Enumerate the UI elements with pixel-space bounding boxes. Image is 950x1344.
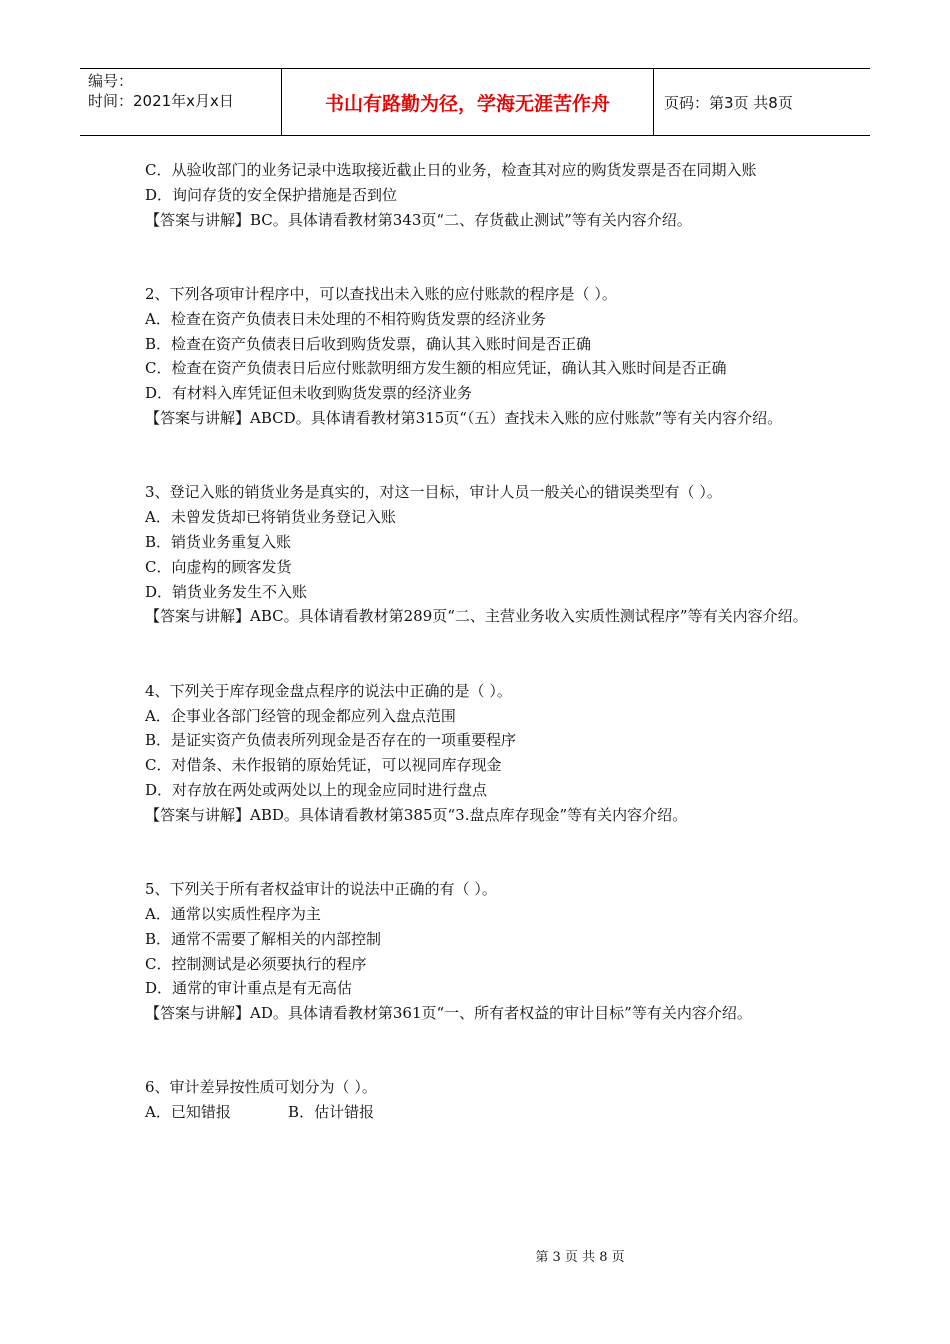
option-line: A．通常以实质性程序为主 <box>145 904 321 923</box>
question-block <box>145 158 815 232</box>
answer-line: 【答案与讲解】ABCD。具体请看教材第315页“（五）查找未入账的应付账款”等有关内容介绍。 <box>145 408 783 427</box>
answer-line: 【答案与讲解】BC。具体请看教材第343页“二、存货截止测试”等有关内容介绍。 <box>145 210 692 229</box>
question-block <box>145 877 815 1026</box>
question-block <box>145 480 815 629</box>
question-line: 3、登记入账的销货业务是真实的，对这一目标，审计人员一般关心的错误类型有（ ）。 <box>145 483 722 502</box>
number-label: 编号： <box>88 72 134 90</box>
option-line: D．询问存货的安全保护措施是否到位 <box>145 185 398 204</box>
option-line: D．销货业务发生不入账 <box>145 582 308 601</box>
question-block <box>145 282 815 431</box>
time-label: 时间：2021年x月x日 <box>88 92 234 110</box>
option-line: C．向虚构的顾客发货 <box>145 557 292 576</box>
option-line: A．检查在资产负债表日未处理的不相符购货发票的经济业务 <box>145 309 546 328</box>
option-line: D．有材料入库凭证但未收到购货发票的经济业务 <box>145 384 473 403</box>
option-line: A．企事业各部门经管的现金都应列入盘点范围 <box>145 706 456 725</box>
option-line: B．通常不需要了解相关的内部控制 <box>145 929 382 948</box>
question-line: 4、下列关于库存现金盘点程序的说法中正确的是（ ）。 <box>145 681 512 700</box>
option-line: A．未曾发货却已将销货业务登记入账 <box>145 508 396 527</box>
option-line: C．检查在资产负债表日后应付账款明细方发生额的相应凭证，确认其入账时间是否正确 <box>145 359 727 378</box>
header-page-info: 页码：第3页 共8页 <box>664 93 793 112</box>
option-line: B．是证实资产负债表所列现金是否存在的一项重要程序 <box>145 731 517 750</box>
question-line: 5、下列关于所有者权益审计的说法中正确的有（ ）。 <box>145 880 497 899</box>
header-meta <box>80 69 282 135</box>
answer-line: 【答案与讲解】AD。具体请看教材第361页“一、所有者权益的审计目标”等有关内容介绍。 <box>145 1004 752 1023</box>
option-line: A．已知错报 B．估计错报 <box>145 1103 375 1122</box>
question-line: 2、下列各项审计程序中，可以查找出未入账的应付账款的程序是（ ）。 <box>145 284 617 303</box>
option-line: D．通常的审计重点是有无高估 <box>145 979 353 998</box>
page-footer: 第 3 页 共 8 页 <box>535 1250 625 1265</box>
option-line: D．对存放在两处或两处以上的现金应同时进行盘点 <box>145 780 488 799</box>
question-block <box>145 679 815 828</box>
header-motto: 书山有路勤为径，学海无涯苦作舟 <box>282 69 654 135</box>
document-body <box>145 158 815 1125</box>
page-header <box>80 68 870 136</box>
option-line: C．从验收部门的业务记录中选取接近截止日的业务，检查其对应的购货发票是否在同期入账 <box>145 161 757 179</box>
option-line: C．对借条、未作报销的原始凭证，可以视同库存现金 <box>145 756 502 775</box>
question-line: 6、审计差异按性质可划分为（ ）。 <box>145 1078 377 1097</box>
option-line: C．控制测试是必须要执行的程序 <box>145 954 367 973</box>
option-line: B．销货业务重复入账 <box>145 532 292 551</box>
question-block <box>145 1075 815 1125</box>
option-line: B．检查在资产负债表日后收到购货发票，确认其入账时间是否正确 <box>145 334 592 353</box>
answer-line: 【答案与讲解】ABD。具体请看教材第385页“3.盘点库存现金”等有关内容介绍。 <box>145 805 688 824</box>
answer-line: 【答案与讲解】ABC。具体请看教材第289页“二、主营业务收入实质性测试程序”等有关内容介绍。 <box>145 607 808 626</box>
